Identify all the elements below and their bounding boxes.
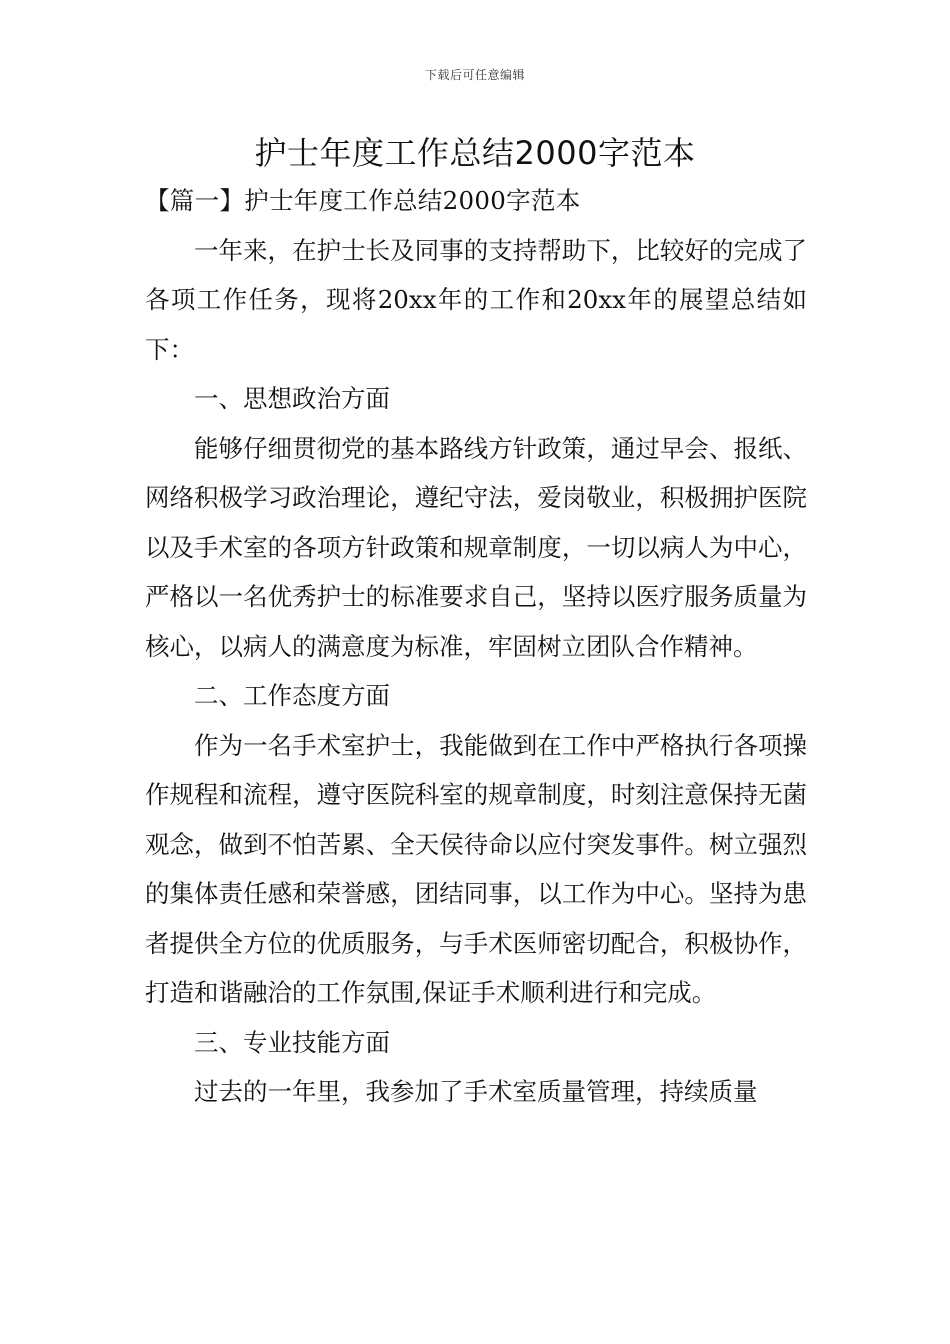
heading-skills: 三、专业技能方面 (194, 1027, 390, 1057)
paragraph-political: 能够仔细贯彻党的基本路线方针政策，通过早会、报纸、网络积极学习政治理论，遵纪守法，爱岗敬业，积极拥护医院以及手术室的各项方针政策和规章制度，一切以病人为中心，严格以一名优秀护士的标准要求自己，坚持以医疗服务质量为核心，以病人的满意度为标准，牢固树立团队合作精神。 (145, 433, 807, 661)
heading-political: 一、思想政治方面 (194, 384, 390, 413)
section-subtitle: 【篇一】护士年度工作总结2000字范本 (145, 186, 581, 215)
paragraph-skills: 过去的一年里，我参加了手术室质量管理，持续质量 (194, 1077, 758, 1106)
header-note: 下载后可任意编辑 (424, 68, 525, 82)
paragraph-intro: 一年来，在护士长及同事的支持帮助下，比较好的完成了各项工作任务，现将20xx年的工作和20xx年的展望总结如下： (145, 235, 807, 364)
document-body (145, 176, 807, 1117)
heading-attitude: 二、工作态度方面 (194, 681, 390, 710)
paragraph-attitude: 作为一名手术室护士，我能做到在工作中严格执行各项操作规程和流程，遵守医院科室的规章制度，时刻注意保持无菌观念，做到不怕苦累、全天侯待命以应付突发事件。树立强烈的集体责任感和荣誉感，团结同事，以工作为中心。坚持为患者提供全方位的优质服务，与手术医师密切配合，积极协作，打造和谐融洽的工作氛围,保证手术顺利进行和完成。 (145, 730, 807, 1007)
document-title: 护士年度工作总结2000字范本 (254, 134, 696, 172)
